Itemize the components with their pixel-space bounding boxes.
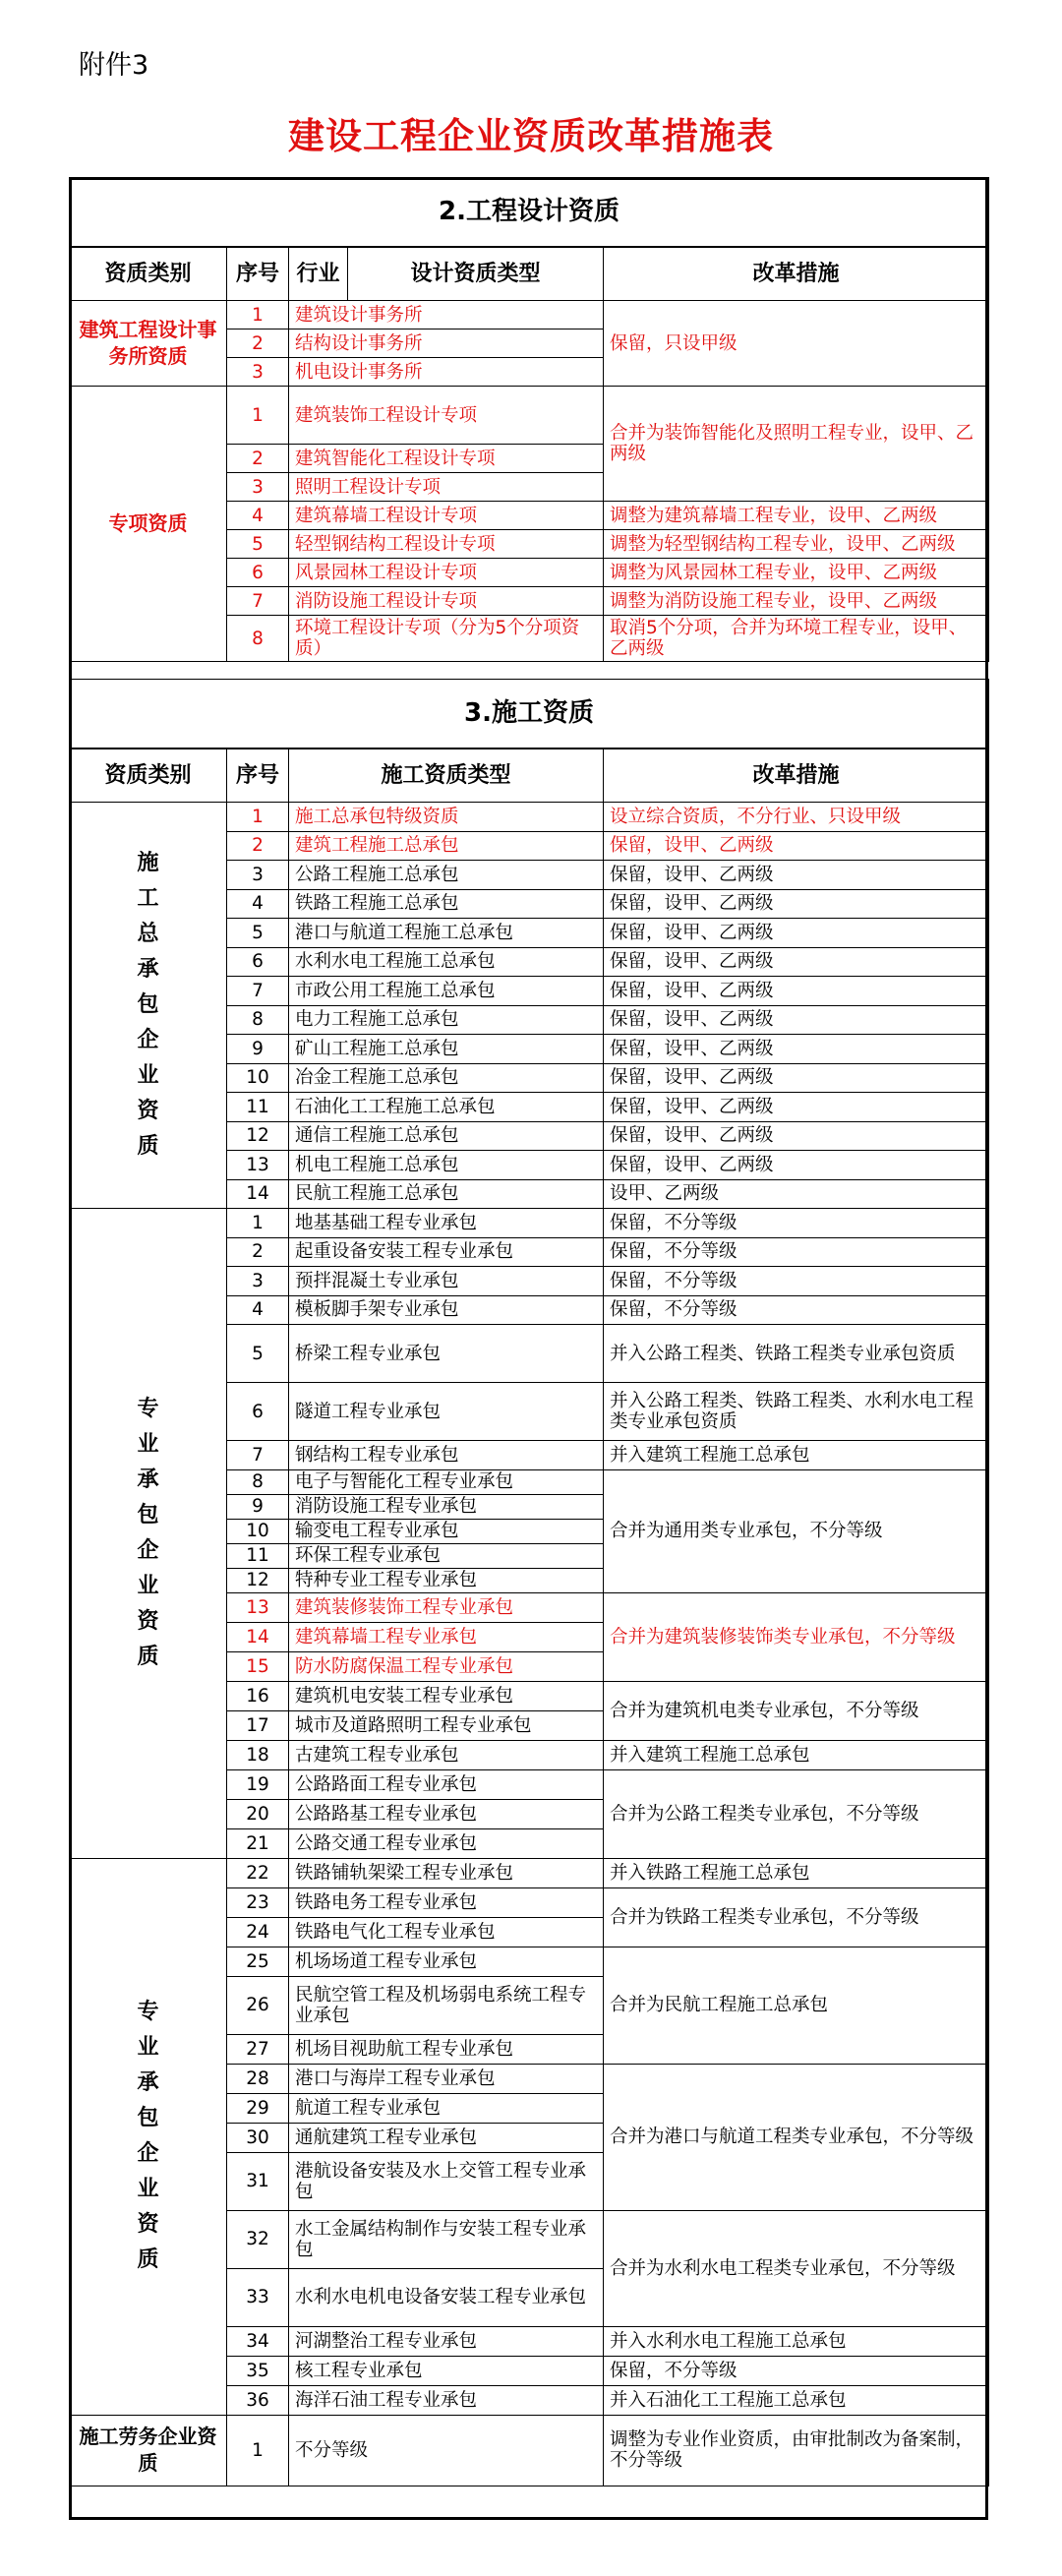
reform-measure: 合并为装饰智能化及照明工程专业，设甲、乙两级 [604, 387, 989, 502]
category-char: 资 [137, 2212, 159, 2237]
qualification-type: 机电设计事务所 [289, 358, 604, 387]
qualification-type: 民航工程施工总承包 [289, 1179, 604, 1209]
row-number: 17 [227, 1710, 289, 1740]
row-number: 5 [227, 530, 289, 559]
row-number: 35 [227, 2356, 289, 2385]
qualification-type: 港航设备安装及水上交管工程专业承包 [289, 2152, 604, 2210]
header-row [70, 247, 989, 301]
qualification-type: 水利水电机电设备安装工程专业承包 [289, 2268, 604, 2326]
category-char: 承 [137, 2070, 159, 2095]
qualification-type: 建筑幕墙工程专业承包 [289, 1622, 604, 1651]
category-char: 资 [137, 1608, 159, 1634]
qualification-type: 建筑设计事务所 [289, 301, 604, 329]
reform-measure: 设立综合资质，不分行业、只设甲级 [604, 803, 989, 832]
table-row [70, 803, 989, 832]
reform-measure: 保留，设甲、乙两级 [604, 1035, 989, 1064]
row-number: 29 [227, 2093, 289, 2123]
reform-measure: 合并为通用类专业承包，不分等级 [604, 1469, 989, 1592]
row-number: 9 [227, 1035, 289, 1064]
section-title-row [70, 680, 989, 749]
row-number: 1 [227, 301, 289, 329]
row-number: 12 [227, 1121, 289, 1151]
row-number: 14 [227, 1179, 289, 1209]
row-number: 27 [227, 2034, 289, 2064]
row-number: 13 [227, 1592, 289, 1622]
table-row [70, 1209, 989, 1238]
category-cell [70, 1209, 227, 1859]
row-number: 5 [227, 919, 289, 948]
category-char: 包 [137, 1502, 159, 1528]
qualification-type: 输变电工程专业承包 [289, 1519, 604, 1543]
qualification-type: 民航空管工程及机场弱电系统工程专业承包 [289, 1976, 604, 2034]
reform-measure: 并入建筑工程施工总承包 [604, 1740, 989, 1769]
row-number: 16 [227, 1681, 289, 1710]
reform-measure: 保留，设甲、乙两级 [604, 1121, 989, 1151]
qualification-type: 模板脚手架专业承包 [289, 1295, 604, 1325]
row-number: 18 [227, 1740, 289, 1769]
reform-measure: 保留，不分等级 [604, 2356, 989, 2385]
qualification-type: 港口与航道工程施工总承包 [289, 919, 604, 948]
table-row [70, 301, 989, 329]
qualification-type: 公路路面工程专业承包 [289, 1769, 604, 1799]
row-number: 15 [227, 1651, 289, 1681]
row-number: 10 [227, 1063, 289, 1093]
reform-measure: 并入水利水电工程施工总承包 [604, 2326, 989, 2356]
reform-measure: 保留，不分等级 [604, 1209, 989, 1238]
qualification-type: 照明工程设计专项 [289, 473, 604, 502]
reform-measure: 合并为港口与航道工程类专业承包，不分等级 [604, 2064, 989, 2210]
row-number: 1 [227, 803, 289, 832]
row-number: 6 [227, 1383, 289, 1441]
qualification-type: 结构设计事务所 [289, 329, 604, 358]
qualification-type: 机电工程施工总承包 [289, 1151, 604, 1180]
qualification-type: 消防设施工程设计专项 [289, 587, 604, 616]
category-char: 质 [137, 1134, 159, 1159]
qualification-type: 桥梁工程专业承包 [289, 1325, 604, 1383]
row-number: 2 [227, 1237, 289, 1267]
row-number: 7 [227, 587, 289, 616]
reform-measure: 保留，设甲、乙两级 [604, 919, 989, 948]
header-no: 序号 [227, 247, 289, 301]
category-char: 企 [137, 1537, 159, 1563]
qualification-type: 环保工程专业承包 [289, 1543, 604, 1568]
reform-measure: 调整为风景园林工程专业，设甲、乙两级 [604, 559, 989, 587]
section-title-row [70, 178, 989, 247]
row-number: 21 [227, 1828, 289, 1858]
reform-measure: 设甲、乙两级 [604, 1179, 989, 1209]
attachment-label: 附件3 [79, 50, 149, 81]
design-qualification-table [69, 177, 989, 662]
reform-measure: 合并为民航工程施工总承包 [604, 1947, 989, 2064]
qualification-type: 风景园林工程设计专项 [289, 559, 604, 587]
row-number: 7 [227, 977, 289, 1006]
row-number: 13 [227, 1151, 289, 1180]
reform-measure: 并入公路工程类、铁路工程类专业承包资质 [604, 1325, 989, 1383]
qualification-type: 建筑装修装饰工程专业承包 [289, 1592, 604, 1622]
reform-measure: 并入铁路工程施工总承包 [604, 1858, 989, 1887]
row-number: 20 [227, 1799, 289, 1828]
qualification-type: 海洋石油工程专业承包 [289, 2385, 604, 2415]
qualification-type: 建筑机电安装工程专业承包 [289, 1681, 604, 1710]
category-char: 企 [137, 2141, 159, 2166]
qualification-type: 公路路基工程专业承包 [289, 1799, 604, 1828]
row-number: 4 [227, 889, 289, 919]
header-industry: 行业 [289, 247, 348, 301]
reform-measure: 保留，设甲、乙两级 [604, 977, 989, 1006]
reform-measure: 合并为建筑机电类专业承包，不分等级 [604, 1681, 989, 1740]
header-category: 资质类别 [70, 749, 227, 803]
qualification-type: 通信工程施工总承包 [289, 1121, 604, 1151]
category-char: 业 [137, 2177, 159, 2201]
header-category: 资质类别 [70, 247, 227, 301]
row-number: 8 [227, 1469, 289, 1494]
qualification-type: 消防设施工程专业承包 [289, 1494, 604, 1519]
category-cell: 施工劳务企业资质 [70, 2415, 227, 2486]
reform-measure: 保留，设甲、乙两级 [604, 889, 989, 919]
category-cell [70, 1858, 227, 2415]
row-number: 26 [227, 1976, 289, 2034]
category-char: 资 [137, 1099, 159, 1123]
reform-measure: 保留，设甲、乙两级 [604, 831, 989, 861]
row-number: 31 [227, 2152, 289, 2210]
row-number: 3 [227, 861, 289, 890]
reform-measure: 保留，不分等级 [604, 1237, 989, 1267]
row-number: 19 [227, 1769, 289, 1799]
qualification-type: 铁路铺轨架梁工程专业承包 [289, 1858, 604, 1887]
qualification-type: 航道工程专业承包 [289, 2093, 604, 2123]
qualification-type: 通航建筑工程专业承包 [289, 2123, 604, 2152]
row-number: 36 [227, 2385, 289, 2415]
row-number: 6 [227, 947, 289, 977]
qualification-type: 公路工程施工总承包 [289, 861, 604, 890]
qualification-type: 电力工程施工总承包 [289, 1005, 604, 1035]
category-char: 承 [137, 1467, 159, 1492]
reform-measure: 调整为建筑幕墙工程专业，设甲、乙两级 [604, 502, 989, 530]
row-number: 2 [227, 445, 289, 473]
category-cell: 建筑工程设计事务所资质 [70, 301, 227, 387]
qualification-type: 隧道工程专业承包 [289, 1383, 604, 1441]
reform-measure: 并入建筑工程施工总承包 [604, 1441, 989, 1470]
qualification-type: 铁路电气化工程专业承包 [289, 1917, 604, 1947]
reform-measure: 保留，不分等级 [604, 1267, 989, 1296]
qualification-type: 建筑智能化工程设计专项 [289, 445, 604, 473]
row-number: 1 [227, 2415, 289, 2486]
category-cell [70, 803, 227, 1209]
reform-measure: 调整为专业作业资质，由审批制改为备案制，不分等级 [604, 2415, 989, 2486]
qualification-type: 电子与智能化工程专业承包 [289, 1469, 604, 1494]
row-number: 2 [227, 831, 289, 861]
qualification-type: 环境工程设计专项（分为5个分项资质） [289, 616, 604, 662]
qualification-type: 市政公用工程施工总承包 [289, 977, 604, 1006]
qualification-type: 施工总承包特级资质 [289, 803, 604, 832]
category-char: 业 [137, 2035, 159, 2060]
reform-measure: 合并为水利水电工程类专业承包，不分等级 [604, 2210, 989, 2326]
row-number: 11 [227, 1543, 289, 1568]
row-number: 9 [227, 1494, 289, 1519]
row-number: 8 [227, 1005, 289, 1035]
header-type: 施工资质类型 [289, 749, 604, 803]
qualification-type: 矿山工程施工总承包 [289, 1035, 604, 1064]
row-number: 25 [227, 1947, 289, 1976]
category-char: 质 [137, 2247, 159, 2272]
construction-qualification-table [69, 679, 989, 2486]
header-type: 设计资质类型 [348, 247, 604, 301]
table-row [70, 1858, 989, 1887]
qualification-type: 钢结构工程专业承包 [289, 1441, 604, 1470]
category-char: 业 [137, 1431, 159, 1457]
reform-measure: 保留，设甲、乙两级 [604, 1063, 989, 1093]
qualification-type: 防水防腐保温工程专业承包 [289, 1651, 604, 1681]
category-char: 工 [137, 886, 159, 911]
qualification-type: 公路交通工程专业承包 [289, 1828, 604, 1858]
qualification-type: 水利水电工程施工总承包 [289, 947, 604, 977]
category-char: 企 [137, 1028, 159, 1052]
row-number: 23 [227, 1887, 289, 1917]
qualification-type: 特种专业工程专业承包 [289, 1568, 604, 1592]
row-number: 4 [227, 502, 289, 530]
reform-measure: 保留，设甲、乙两级 [604, 1005, 989, 1035]
row-number: 12 [227, 1568, 289, 1592]
row-number: 4 [227, 1295, 289, 1325]
category-char: 专 [137, 2000, 159, 2024]
table-row [70, 2415, 989, 2486]
row-number: 2 [227, 329, 289, 358]
reform-measure: 保留，设甲、乙两级 [604, 947, 989, 977]
row-number: 11 [227, 1093, 289, 1122]
reform-measure: 保留，不分等级 [604, 1295, 989, 1325]
row-number: 1 [227, 1209, 289, 1238]
qualification-type: 铁路电务工程专业承包 [289, 1887, 604, 1917]
category-char: 业 [137, 1063, 159, 1088]
category-char: 承 [137, 957, 159, 982]
row-number: 5 [227, 1325, 289, 1383]
document-title: 建设工程企业资质改革措施表 [288, 115, 774, 157]
section-title: 2.工程设计资质 [70, 178, 989, 247]
qualification-type: 水工金属结构制作与安装工程专业承包 [289, 2210, 604, 2268]
table-row [70, 387, 989, 445]
category-char: 质 [137, 1644, 159, 1669]
qualification-type: 起重设备安装工程专业承包 [289, 1237, 604, 1267]
header-no: 序号 [227, 749, 289, 803]
reform-measure: 保留，设甲、乙两级 [604, 1093, 989, 1122]
qualification-type: 不分等级 [289, 2415, 604, 2486]
qualification-type: 石油化工工程施工总承包 [289, 1093, 604, 1122]
reform-measure: 保留，设甲、乙两级 [604, 861, 989, 890]
row-number: 14 [227, 1622, 289, 1651]
row-number: 7 [227, 1441, 289, 1470]
row-number: 32 [227, 2210, 289, 2268]
category-char: 施 [137, 851, 159, 875]
row-number: 30 [227, 2123, 289, 2152]
row-number: 33 [227, 2268, 289, 2326]
reform-measure: 合并为建筑装修装饰类专业承包，不分等级 [604, 1592, 989, 1681]
qualification-type: 机场场道工程专业承包 [289, 1947, 604, 1976]
reform-measure: 合并为铁路工程类专业承包，不分等级 [604, 1887, 989, 1947]
qualification-type: 机场目视助航工程专业承包 [289, 2034, 604, 2064]
row-number: 3 [227, 473, 289, 502]
reform-measure: 保留，只设甲级 [604, 301, 989, 387]
qualification-type: 冶金工程施工总承包 [289, 1063, 604, 1093]
qualification-type: 铁路工程施工总承包 [289, 889, 604, 919]
category-char: 专 [137, 1396, 159, 1421]
qualification-type: 建筑幕墙工程设计专项 [289, 502, 604, 530]
row-number: 22 [227, 1858, 289, 1887]
qualification-type: 建筑装饰工程设计专项 [289, 387, 604, 445]
qualification-type: 古建筑工程专业承包 [289, 1740, 604, 1769]
row-number: 1 [227, 387, 289, 445]
category-char: 总 [137, 922, 159, 946]
row-number: 34 [227, 2326, 289, 2356]
reform-measure: 调整为消防设施工程专业，设甲、乙两级 [604, 587, 989, 616]
row-number: 24 [227, 1917, 289, 1947]
header-measure: 改革措施 [604, 247, 989, 301]
qualification-type: 核工程专业承包 [289, 2356, 604, 2385]
category-cell: 专项资质 [70, 387, 227, 662]
row-number: 10 [227, 1519, 289, 1543]
qualification-type: 地基基础工程专业承包 [289, 1209, 604, 1238]
row-number: 8 [227, 616, 289, 662]
category-char: 业 [137, 1573, 159, 1598]
row-number: 28 [227, 2064, 289, 2093]
reform-measure: 保留，设甲、乙两级 [604, 1151, 989, 1180]
row-number: 3 [227, 358, 289, 387]
row-number: 3 [227, 1267, 289, 1296]
qualification-type: 预拌混凝土专业承包 [289, 1267, 604, 1296]
category-char: 包 [137, 2106, 159, 2130]
section-title: 3.施工资质 [70, 680, 989, 749]
qualification-type: 轻型钢结构工程设计专项 [289, 530, 604, 559]
row-number: 6 [227, 559, 289, 587]
reform-measure: 并入公路工程类、铁路工程类、水利水电工程类专业承包资质 [604, 1383, 989, 1441]
reform-measure: 并入石油化工工程施工总承包 [604, 2385, 989, 2415]
reform-measure: 取消5个分项，合并为环境工程专业，设甲、乙两级 [604, 616, 989, 662]
reform-measure: 调整为轻型钢结构工程专业，设甲、乙两级 [604, 530, 989, 559]
qualification-type: 河湖整治工程专业承包 [289, 2326, 604, 2356]
category-char: 包 [137, 992, 159, 1017]
header-row [70, 749, 989, 803]
qualification-type: 建筑工程施工总承包 [289, 831, 604, 861]
header-measure: 改革措施 [604, 749, 989, 803]
reform-measure: 合并为公路工程类专业承包，不分等级 [604, 1769, 989, 1858]
qualification-type: 城市及道路照明工程专业承包 [289, 1710, 604, 1740]
qualification-type: 港口与海岸工程专业承包 [289, 2064, 604, 2093]
